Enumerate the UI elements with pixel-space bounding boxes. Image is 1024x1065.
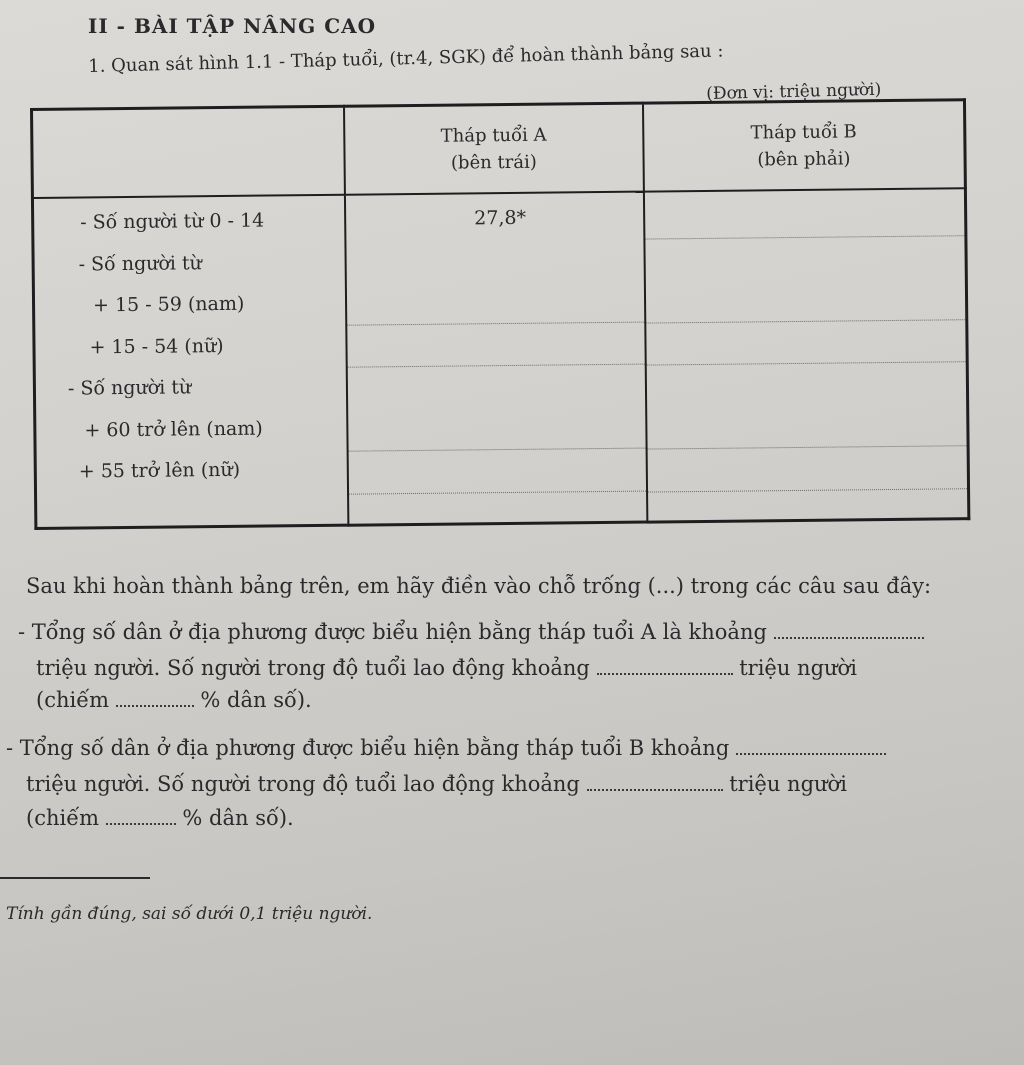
table-header-row xyxy=(32,100,966,198)
value-a-55-plus-female[interactable] xyxy=(349,449,646,495)
para-b-line3-close: % dân số). xyxy=(182,806,294,830)
para-b-line1-text: - Tổng số dân ở địa phương được biểu hiện bằng tháp tuổi B khoảng xyxy=(6,736,730,760)
para-b-line3 xyxy=(26,806,294,830)
blank-total-b[interactable] xyxy=(736,749,886,755)
para-a-line3-open: (chiếm xyxy=(36,688,110,712)
para-a-line1-text: - Tổng số dân ở địa phương được biểu hiện bằng tháp tuổi A là khoảng xyxy=(18,620,767,644)
para-b-line2 xyxy=(26,772,847,796)
value-b-blank-2 xyxy=(646,362,966,407)
pyramid-a-values-cell xyxy=(345,192,647,526)
blank-labor-b[interactable] xyxy=(587,785,723,791)
row-label-elderly: - Số người từ xyxy=(67,376,192,400)
value-b-15-59-male[interactable] xyxy=(645,277,965,323)
row-label-0-14: - Số người từ 0 - 14 xyxy=(80,209,265,234)
header-pyramid-a xyxy=(344,103,643,195)
value-b-55-plus-female[interactable] xyxy=(647,446,967,492)
para-b-line2-text: triệu người. Số người trong độ tuổi lao động khoảng xyxy=(26,772,580,796)
value-b-0-14[interactable] xyxy=(645,193,965,239)
para-a-line2 xyxy=(36,656,857,680)
table-body-row xyxy=(32,188,968,528)
blank-total-a[interactable] xyxy=(774,633,924,639)
value-a-blank-2 xyxy=(348,365,645,410)
footnote-rule xyxy=(0,877,150,879)
para-a-line2-text: triệu người. Số người trong độ tuổi lao động khoảng xyxy=(36,656,590,680)
header-empty-cell xyxy=(32,106,345,198)
para-b-line2-unit: triệu người xyxy=(729,772,847,796)
value-b-60-plus-male[interactable] xyxy=(647,404,967,450)
row-label-55-plus-female: + 55 trở lên (nữ) xyxy=(78,458,241,483)
section-title: II - BÀI TẬP NÂNG CAO xyxy=(88,14,377,38)
row-label-working-age: - Số người từ xyxy=(78,251,202,275)
row-label-60-plus-male: + 60 trở lên (nam) xyxy=(84,417,263,441)
value-a-15-59-male[interactable] xyxy=(347,280,644,326)
question-text: 1. Quan sát hình 1.1 - Tháp tuổi, (tr.4, SGK) để hoàn thành bảng sau : xyxy=(88,40,724,77)
header-pyramid-b xyxy=(643,100,966,192)
header-b-title: Tháp tuổi B xyxy=(750,121,857,144)
blank-percent-a[interactable] xyxy=(116,701,194,707)
row-label-15-59-male: + 15 - 59 (nam) xyxy=(92,292,245,317)
para-b-line3-open: (chiếm xyxy=(26,806,100,830)
value-a-15-54-female[interactable] xyxy=(347,322,644,368)
value-a-0-14: 27,8* xyxy=(474,206,527,230)
para-a-line3-close: % dân số). xyxy=(200,688,312,712)
header-b-subtitle: (bên phải) xyxy=(757,148,851,171)
para-a-line1 xyxy=(18,620,924,644)
pyramid-b-values-cell xyxy=(644,188,969,522)
blank-percent-b[interactable] xyxy=(106,819,176,825)
para-a-line2-unit: triệu người xyxy=(739,656,857,680)
row-label-15-54-female: + 15 - 54 (nữ) xyxy=(89,334,224,358)
footnote-text: Tính gần đúng, sai số dưới 0,1 triệu người. xyxy=(6,904,373,924)
header-a-title: Tháp tuổi A xyxy=(440,124,547,147)
header-a-subtitle: (bên trái) xyxy=(450,151,537,174)
age-pyramid-table xyxy=(30,98,970,530)
value-b-blank-1 xyxy=(645,236,965,281)
unit-note: (Đơn vị: triệu người) xyxy=(706,79,882,104)
value-a-60-plus-male[interactable] xyxy=(348,406,645,452)
value-b-15-54-female[interactable] xyxy=(646,320,966,366)
para-b-line1 xyxy=(6,736,886,760)
blank-labor-a[interactable] xyxy=(597,669,733,675)
row-labels-cell xyxy=(32,195,348,529)
para-a-line3 xyxy=(36,688,312,712)
instruction-text: Sau khi hoàn thành bảng trên, em hãy điền vào chỗ trống (...) trong các câu sau đây: xyxy=(26,574,932,598)
value-a-blank-1 xyxy=(346,238,643,283)
